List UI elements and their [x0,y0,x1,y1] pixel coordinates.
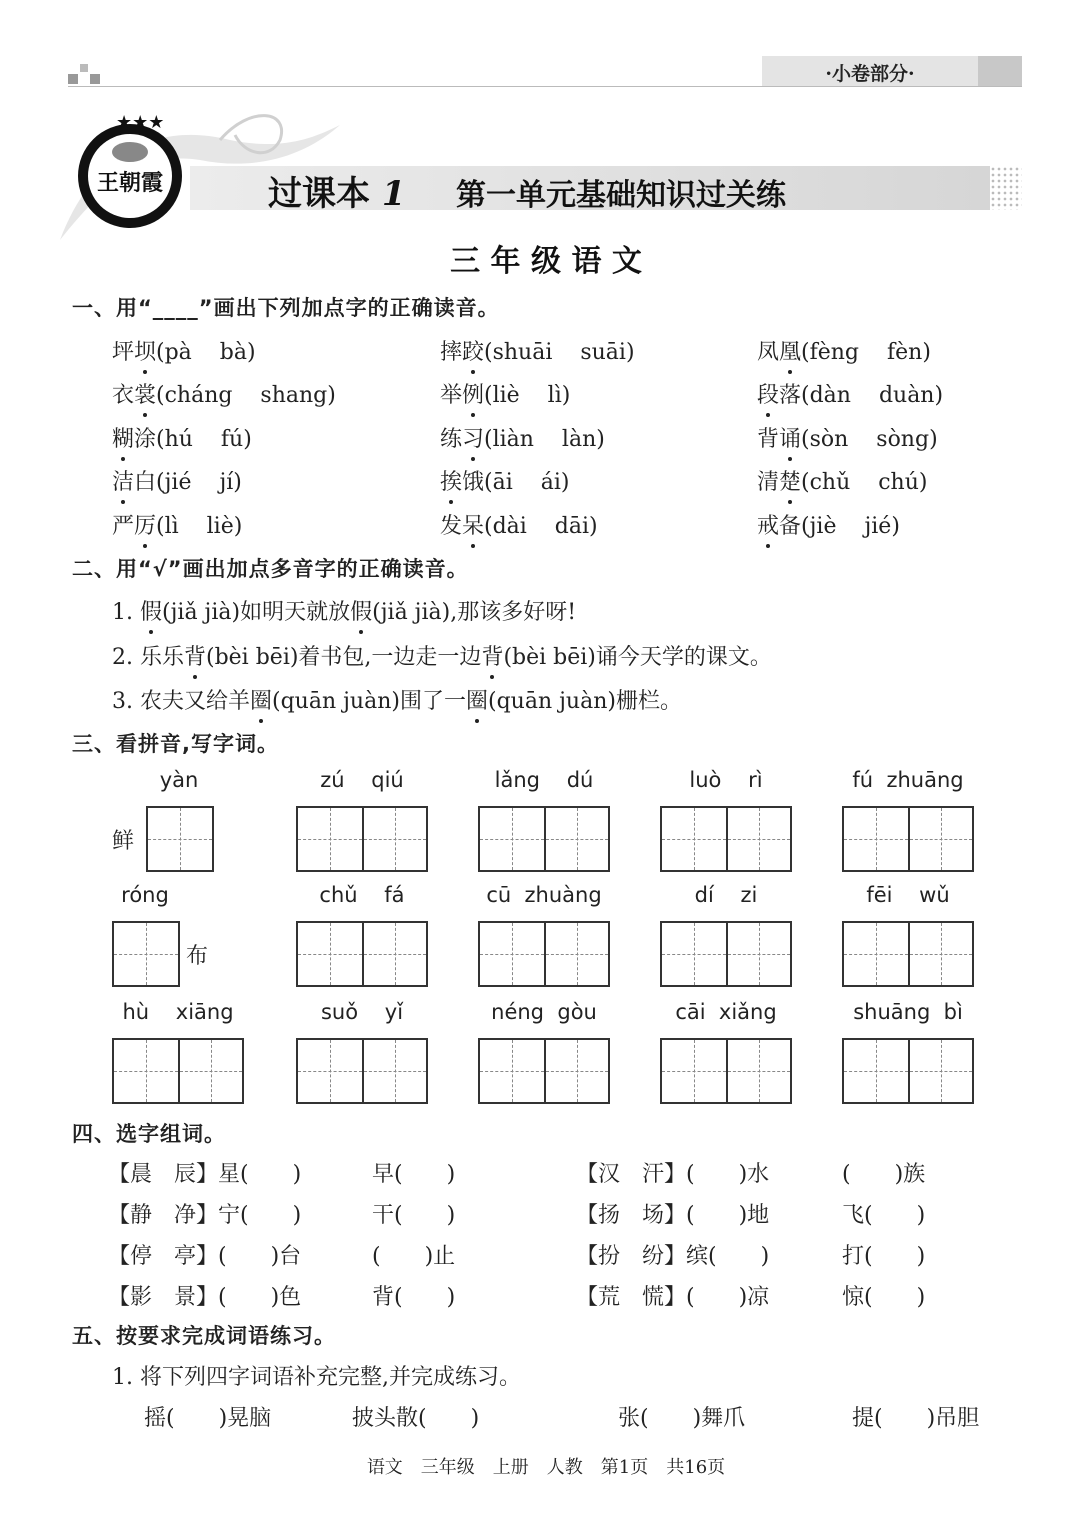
word-choice: 【晨 辰】星( ) [108,1162,302,1187]
section-1-heading: 一、用“____”画出下列加点字的正确读音。 [72,296,500,320]
grid-cell[interactable] [362,808,426,870]
word-choice: 【荒 慌】( )凉 [576,1285,770,1310]
section-tag-bar [978,56,1022,86]
emphasis-dot [121,500,125,504]
grid-prefix: 鲜 [112,829,135,854]
reading-options: (āi ái) [484,470,570,495]
writing-grid[interactable] [112,921,180,987]
reading-item [440,422,605,453]
writing-grid[interactable] [660,921,792,987]
reading-item [112,422,252,453]
writing-grid[interactable] [478,921,610,987]
grid-cell[interactable] [662,808,726,870]
dotted-char: 背 [184,640,206,671]
grid-cell[interactable] [726,923,790,985]
emphasis-dot [449,500,453,504]
title-book-num: 1 [381,174,406,214]
emphasis-dot [471,544,475,548]
banner-dots [990,166,1022,210]
reading-options: (hú fú) [156,427,252,452]
reading-item [112,509,242,540]
writing-grid[interactable] [296,1038,428,1104]
grid-cell[interactable] [844,1040,908,1102]
page-footer: 语文 三年级 上册 人教 第1页 共16页 [366,1457,726,1478]
pinyin-label: hù xiāng [122,1000,234,1024]
grid-suffix: 布 [186,944,209,969]
text: (bèi bēi)诵今天学的课文。 [503,645,772,670]
reading-item [757,465,927,496]
text: 3. 农夫又给羊 [112,689,250,714]
word-choice: ( )止 [372,1244,456,1269]
pinyin-label: fēi wǔ [866,883,950,907]
grid-cell[interactable] [362,923,426,985]
section-2-line-2 [112,640,772,671]
emphasis-dot [766,544,770,548]
reading-word: 挨饿 [440,470,485,495]
grid-cell[interactable] [114,923,178,985]
writing-grid[interactable] [478,1038,610,1104]
word-choice: 【扮 纷】缤( ) [576,1244,770,1269]
text: 1. [112,600,140,625]
grid-cell[interactable] [298,808,362,870]
section-5-heading: 五、按要求完成词语练习。 [72,1324,336,1348]
emphasis-dot [788,370,792,374]
pinyin-label: cāi xiǎng [675,1000,777,1024]
reading-options: (liàn làn) [484,427,605,452]
grid-cell[interactable] [908,808,972,870]
grid-cell[interactable] [844,808,908,870]
grid-cell[interactable] [544,1040,608,1102]
reading-item [112,465,242,496]
grid-cell[interactable] [844,923,908,985]
section-4-heading: 四、选字组词。 [72,1122,226,1146]
dotted-char: 圈 [466,684,488,715]
reading-word: 衣裳 [112,383,157,408]
emphasis-dot [143,370,147,374]
emphasis-dot [788,500,792,504]
emphasis-dot [471,370,475,374]
pinyin-label: shuāng bì [853,1000,963,1024]
grid-cell[interactable] [148,808,212,870]
reading-item [440,465,569,496]
text: 2. 乐乐 [112,645,184,670]
reading-options: (shuāi suāi) [484,340,635,365]
reading-item [440,509,598,540]
idiom-blank: 披头散( ) [352,1406,480,1431]
pinyin-label: suǒ yǐ [320,1000,404,1024]
emphasis-dot [121,457,125,461]
word-choice: 干( ) [372,1203,456,1228]
word-choice: 【汉 汗】( )水 [576,1162,770,1187]
pinyin-label: dí zi [694,883,758,907]
writing-grid[interactable] [660,806,792,872]
reading-item [757,378,943,409]
emphasis-dot [143,413,147,417]
reading-options: (dàn duàn) [801,383,944,408]
reading-options: (pà bà) [156,340,256,365]
grid-cell[interactable] [480,808,544,870]
text: (quān juàn)围了一 [272,689,466,714]
word-choice: 惊( ) [842,1285,926,1310]
reading-word: 凤凰 [757,340,802,365]
word-choice: 背( ) [372,1285,456,1310]
reading-word: 段落 [757,383,802,408]
pinyin-label: róng [121,883,169,907]
corner-squares [68,64,104,86]
word-choice: 飞( ) [842,1203,926,1228]
idiom-blank: 摇( )晃脑 [144,1406,272,1431]
reading-options: (cháng shang) [156,383,336,408]
pinyin-label: luò rì [689,768,763,792]
reading-options: (chǔ chú) [801,470,928,495]
pinyin-label: zú qiú [320,768,404,792]
reading-word: 戒备 [757,514,802,539]
section-2-line-1 [112,595,576,626]
section-2-heading: 二、用“√”画出加点多音字的正确读音。 [72,557,469,581]
reading-word: 举例 [440,383,485,408]
reading-word: 坪坝 [112,340,157,365]
reading-word: 洁白 [112,470,157,495]
pinyin-label: lǎng dú [494,768,594,792]
writing-grid[interactable] [146,806,214,872]
grid-cell[interactable] [662,923,726,985]
text: (bèi bēi)着书包,一边走一边 [206,645,482,670]
grid-cell[interactable] [298,923,362,985]
reading-item [440,335,635,366]
reading-item [440,378,570,409]
section-5-sub-1: 1. 将下列四字词语补充完整,并完成练习。 [112,1365,521,1390]
word-choice: 【扬 场】( )地 [576,1203,770,1228]
emphasis-dot [766,413,770,417]
reading-options: (sòn sòng) [801,427,938,452]
writing-grid[interactable] [660,1038,792,1104]
grid-cell[interactable] [480,923,544,985]
grid-cell[interactable] [662,1040,726,1102]
grid-cell[interactable] [178,1040,242,1102]
word-choice: 【影 景】( )色 [108,1285,302,1310]
section-2-line-3 [112,684,682,715]
page-subtitle: 三 年 级 语 文 [450,244,642,279]
writing-grid[interactable] [842,806,974,872]
title-unit: 第一单元基础知识过关练 [456,178,786,213]
idiom-blank: 提( )吊胆 [852,1406,980,1431]
grid-cell[interactable] [726,1040,790,1102]
word-choice: ( )族 [842,1162,926,1187]
text: (jiǎ jià)如明天就放 [162,600,351,625]
title-book-text: 过课本 [268,174,370,214]
dotted-char: 背 [481,640,503,671]
emphasis-dot [471,457,475,461]
grid-cell[interactable] [544,923,608,985]
emphasis-dot [143,544,147,548]
reading-word: 糊涂 [112,427,157,452]
pinyin-label: néng gòu [491,1000,597,1024]
grid-cell[interactable] [908,1040,972,1102]
reading-word: 摔跤 [440,340,485,365]
word-choice: 打( ) [842,1244,926,1269]
pinyin-label: cū zhuàng [486,883,602,907]
writing-grid[interactable] [112,1038,244,1104]
header-rule [68,86,1022,87]
reading-item [757,509,900,540]
reading-options: (fèng fèn) [801,340,931,365]
reading-word: 练习 [440,427,485,452]
title-book [268,166,406,215]
section-tag-text: ·小卷部分· [825,63,915,85]
reading-options: (jié jí) [156,470,242,495]
word-choice: 早( ) [372,1162,456,1187]
reading-word: 严厉 [112,514,157,539]
emphasis-dot [471,413,475,417]
reading-options: (lì liè) [156,514,243,539]
logo-seal [78,124,182,228]
writing-grid[interactable] [842,1038,974,1104]
reading-item [112,378,336,409]
grid-cell[interactable] [726,808,790,870]
grid-cell[interactable] [544,808,608,870]
reading-item [112,335,256,366]
dotted-char: 假 [350,595,372,626]
grid-cell[interactable] [114,1040,178,1102]
dotted-char: 圈 [250,684,272,715]
grid-cell[interactable] [298,1040,362,1102]
reading-options: (jiè jié) [801,514,900,539]
reading-word: 背诵 [757,427,802,452]
text: (jiǎ jià),那该多好呀! [372,600,577,625]
reading-item [757,335,931,366]
section-3-heading: 三、看拼音,写字词。 [72,732,279,756]
word-choice: 【停 亭】( )台 [108,1244,302,1269]
pinyin-label: chǔ fá [319,883,405,907]
logo-text: 王朝霞 [96,170,163,196]
emphasis-dot [788,457,792,461]
grid-cell[interactable] [362,1040,426,1102]
writing-grid[interactable] [478,806,610,872]
dotted-char: 假 [140,595,162,626]
pinyin-label: fú zhuāng [852,768,964,792]
idiom-blank: 张( )舞爪 [618,1406,746,1431]
writing-grid[interactable] [842,921,974,987]
grid-cell[interactable] [480,1040,544,1102]
text: (quān juàn)栅栏。 [488,689,682,714]
reading-options: (dài dāi) [484,514,598,539]
star-icon: ★★★ [116,112,165,133]
reading-options: (liè lì) [484,383,571,408]
writing-grid[interactable] [296,921,428,987]
reading-word: 发呆 [440,514,485,539]
word-choice: 【静 净】宁( ) [108,1203,302,1228]
reading-word: 清楚 [757,470,802,495]
grid-cell[interactable] [908,923,972,985]
reading-item [757,422,938,453]
writing-grid[interactable] [296,806,428,872]
pinyin-label: yàn [159,768,199,792]
